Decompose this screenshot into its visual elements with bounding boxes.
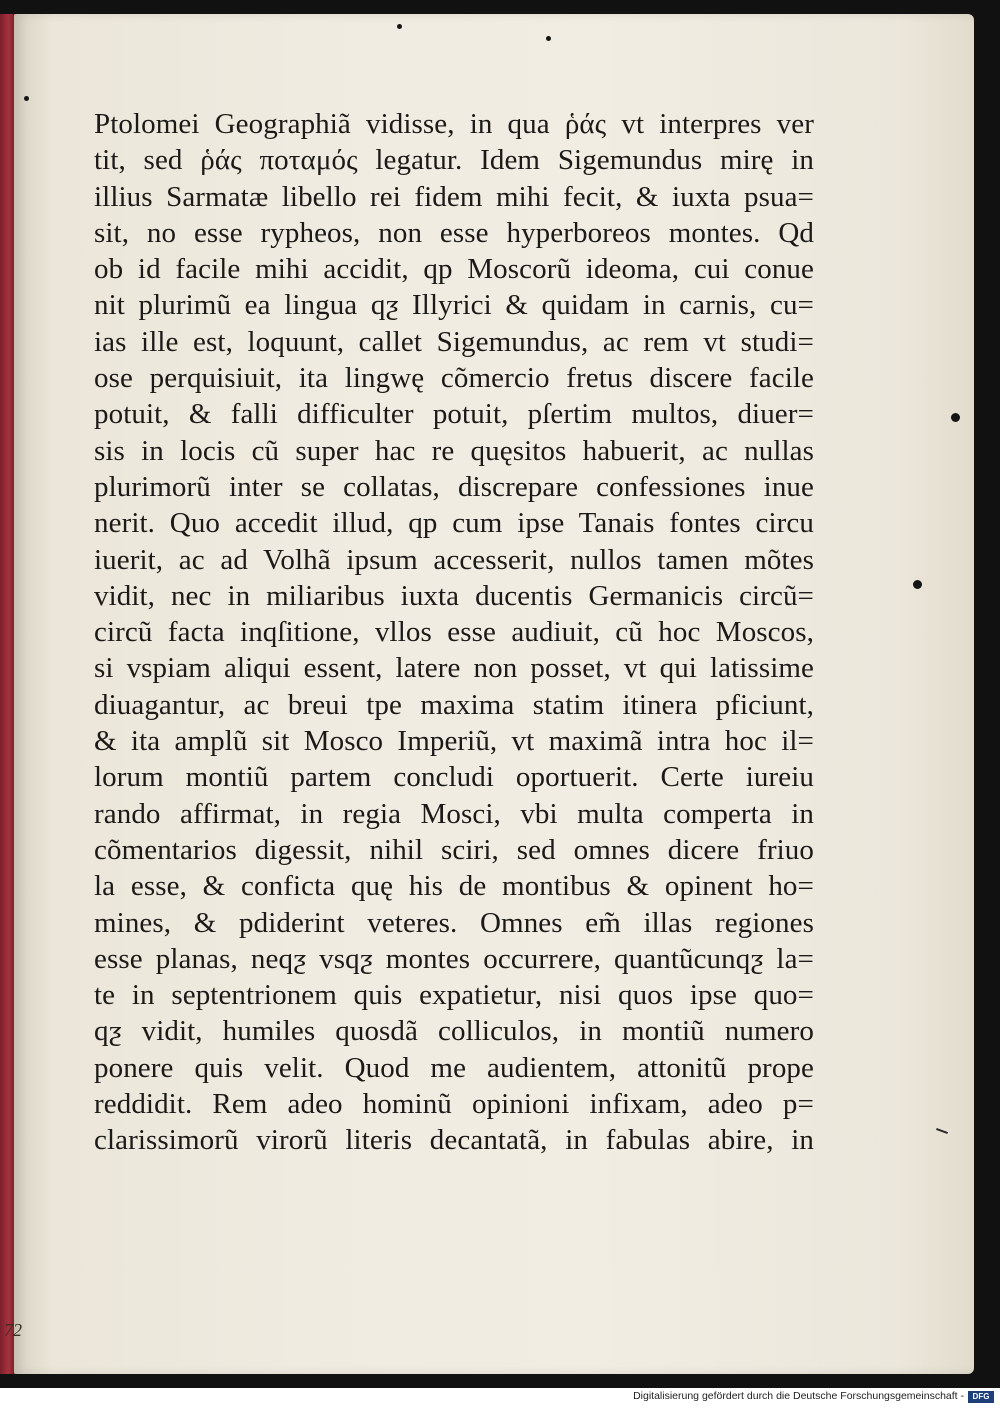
text-line: vidit, nec in miliaribus iuxta ducentis Germanicis circũ= [94, 579, 814, 612]
text-line: nerit. Quo accedit illud, qp cum ipse Tanais fontes circu [94, 507, 814, 540]
text-line: lorum montiũ partem concludi oportuerit. Certe iureiu [94, 761, 814, 794]
text-line: ose perquisiuit, ita lingwę cõmercio fretus discere facile [94, 362, 814, 395]
ink-speck [546, 36, 551, 41]
ink-speck [24, 96, 29, 101]
text-line: si vspiam aliqui essent, latere non posset, vt qui latissime [94, 652, 814, 685]
text-line: nit plurimũ ea lingua qƺ Illyrici & quidam in carnis, cu= [94, 289, 814, 322]
margin-mark [936, 1128, 948, 1134]
text-line: qƺ vidit, humiles quosdã colliculos, in montiũ numero [94, 1015, 814, 1048]
body-text [94, 106, 814, 1159]
text-line: te in septentrionem quis expatietur, nisi quos ipse quo= [94, 979, 814, 1012]
text-line: ias ille est, loquunt, callet Sigemundus, ac rem vt studi= [94, 325, 814, 358]
page-sheet [14, 14, 974, 1374]
ink-speck [951, 413, 960, 422]
text-line: iuerit, ac ad Volhã ipsum accesserit, nullos tamen mõtes [94, 543, 814, 576]
text-line: la esse, & conficta quę his de montibus & opinent ho= [94, 870, 814, 903]
text-line: Ptolomei Geographiã vidisse, in qua ῥάς vt interpres ver [94, 108, 814, 140]
text-line: cõmentarios digessit, nihil sciri, sed omnes dicere friuo [94, 833, 814, 866]
text-line: ponere quis velit. Quod me audientem, attonitũ prope [94, 1051, 814, 1084]
ink-speck [913, 580, 922, 589]
ink-speck [397, 24, 402, 29]
folio-number: 72 [4, 1320, 22, 1340]
dfg-logo: DFG [968, 1391, 994, 1403]
text-line: rando affirmat, in regia Mosci, vbi multa comperta in [94, 797, 814, 830]
text-line: tit, sed ῥάς ποταμός legatur. Idem Sigemundus mirę in [94, 144, 814, 177]
text-line: & ita amplũ sit Mosco Imperiũ, vt maximã intra hoc il= [94, 725, 814, 758]
text-line: ob id facile mihi accidit, qp Moscorũ ideoma, cui conue [94, 253, 814, 286]
text-line: mines, & pdiderint veteres. Omnes em̃ illas regiones [94, 906, 814, 939]
text-line: plurimorũ inter se collatas, discrepare confessiones inue [94, 470, 814, 503]
text-line: clarissimorũ virorũ literis decantatã, in fabulas abire, in [94, 1124, 814, 1157]
text-line: potuit, & falli difficulter potuit, pſertim multos, diuer= [94, 398, 814, 431]
text-line: circũ facta inqſitione, vllos esse audiuit, cũ hoc Moscos, [94, 616, 814, 649]
text-line: sit, no esse rypheos, non esse hyperboreos montes. Qd [94, 216, 814, 249]
text-line: illius Sarmatæ libello rei fidem mihi fecit, & iuxta psua= [94, 180, 814, 213]
text-line: esse planas, neqƺ vsqƺ montes occurrere, quantũcunqƺ la= [94, 942, 814, 975]
text-line: sis in locis cũ super hac re quęsitos habuerit, ac nullas [94, 434, 814, 467]
text-line: reddidit. Rem adeo hominũ opinioni infixam, adeo p= [94, 1088, 814, 1121]
text-line: diuagantur, ac breui tpe maxima statim itinera pficiunt, [94, 688, 814, 721]
digitization-credit: Digitalisierung gefördert durch die Deutsche Forschungsgemeinschaft - [633, 1390, 964, 1402]
